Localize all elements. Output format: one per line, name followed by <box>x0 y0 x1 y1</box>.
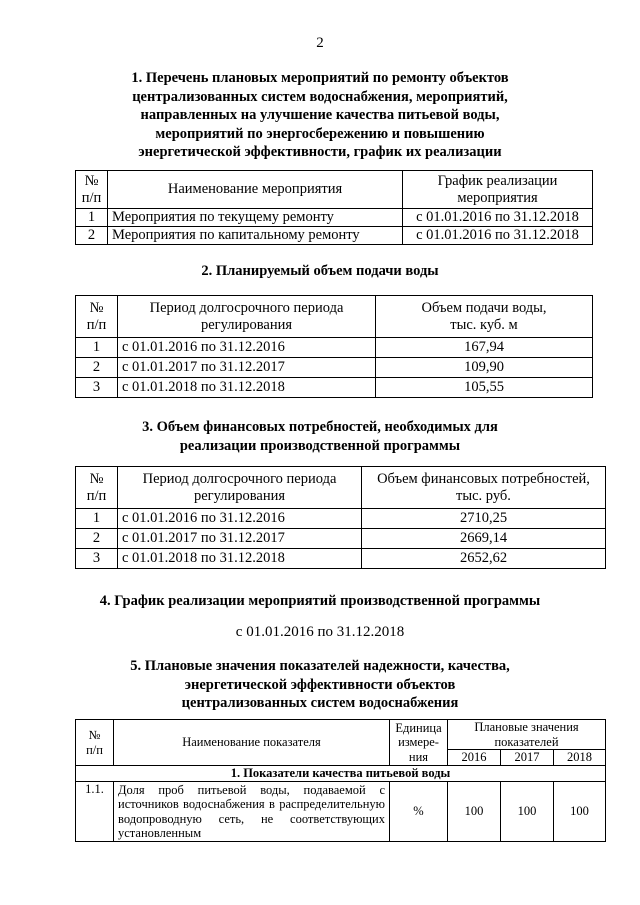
heading-line: 2. Планируемый объем подачи воды <box>201 263 439 279</box>
row-period: с 01.01.2017 по 31.12.2017 <box>118 529 362 549</box>
table-group-row <box>76 766 606 782</box>
row-period: с 01.01.2018 по 31.12.2018 <box>118 378 376 398</box>
header-period: Период долгосрочного периода регулирования <box>118 296 376 338</box>
heading-line: 4. График реализации мероприятий производственной программы <box>99 593 541 609</box>
table-row <box>76 358 593 378</box>
table-row <box>76 338 593 358</box>
header-period: Период долгосрочного периода регулирования <box>118 467 362 509</box>
row-num: 3 <box>76 378 118 398</box>
heading-line: реализации производственной программы <box>179 437 461 454</box>
header-plan: Плановые значения показателей <box>448 720 606 750</box>
row-num: 2 <box>76 529 118 549</box>
table-header-row <box>76 467 606 509</box>
header-year-2016: 2016 <box>448 750 501 766</box>
row-schedule: с 01.01.2016 по 31.12.2018 <box>403 227 593 245</box>
heading-line: 1. Перечень плановых мероприятий по ремонту объектов <box>131 70 509 86</box>
table-row <box>76 509 606 529</box>
table-header-row <box>76 171 593 209</box>
header-num: № п/п <box>76 296 118 338</box>
indicators-table <box>75 719 606 842</box>
row-num: 3 <box>76 549 118 569</box>
row-num: 1 <box>76 509 118 529</box>
program-period: с 01.01.2016 по 31.12.2018 <box>235 624 405 640</box>
table-row <box>76 209 593 227</box>
section-5-heading <box>0 657 640 713</box>
row-num: 2 <box>76 227 108 245</box>
header-value: Объем финансовых потребностей, тыс. руб. <box>362 467 606 509</box>
table-header-row <box>76 296 593 338</box>
row-num: 1 <box>76 338 118 358</box>
table-row <box>76 529 606 549</box>
row-period: с 01.01.2016 по 31.12.2016 <box>118 509 362 529</box>
table-row <box>76 549 606 569</box>
table-row <box>76 378 593 398</box>
header-schedule: График реализации мероприятия <box>403 171 593 209</box>
row-schedule: с 01.01.2016 по 31.12.2018 <box>403 209 593 227</box>
header-unit: Единица измере- ния <box>390 720 448 766</box>
section-3-heading <box>0 418 640 455</box>
water-supply-table <box>75 295 593 398</box>
table-row <box>76 227 593 245</box>
table-row <box>76 782 606 842</box>
header-num: № п/п <box>76 467 118 509</box>
header-value: Объем подачи воды, тыс. куб. м <box>376 296 593 338</box>
header-year-2017: 2017 <box>501 750 554 766</box>
row-period: с 01.01.2018 по 31.12.2018 <box>118 549 362 569</box>
header-year-2018: 2018 <box>554 750 606 766</box>
row-value: 105,55 <box>376 378 593 398</box>
section-1-heading <box>0 69 640 162</box>
row-unit: % <box>390 782 448 842</box>
row-value: 2652,62 <box>362 549 606 569</box>
heading-line: направленных на улучшение качества питьевой воды, <box>140 107 500 123</box>
heading-line: централизованных систем водоснабжения <box>181 695 459 711</box>
row-value-2018: 100 <box>554 782 606 842</box>
row-value: 2710,25 <box>362 509 606 529</box>
row-value: 2669,14 <box>362 529 606 549</box>
row-value-2016: 100 <box>448 782 501 842</box>
row-period: с 01.01.2016 по 31.12.2016 <box>118 338 376 358</box>
row-name: Доля проб питьевой воды, подаваемой с источников водоснабжения в распределительную водопроводную сеть, не соответствующих установленным <box>114 782 390 842</box>
section-2-heading <box>0 262 640 281</box>
row-num: 1 <box>76 209 108 227</box>
repair-plan-table <box>75 170 593 245</box>
row-num: 1.1. <box>76 782 114 842</box>
row-name: Мероприятия по текущему ремонту <box>108 209 403 227</box>
row-num: 2 <box>76 358 118 378</box>
heading-line: мероприятий по энергосбережению и повышению <box>155 125 485 142</box>
heading-line: энергетической эффективности, график их реализации <box>138 144 502 160</box>
heading-line: 3. Объем финансовых потребностей, необходимых для <box>142 419 498 435</box>
header-num: № п/п <box>76 171 108 209</box>
row-value: 109,90 <box>376 358 593 378</box>
heading-line: централизованных систем водоснабжения, мероприятий, <box>132 88 508 105</box>
row-value: 167,94 <box>376 338 593 358</box>
row-period: с 01.01.2017 по 31.12.2017 <box>118 358 376 378</box>
heading-line: 5. Плановые значения показателей надежности, качества, <box>130 658 510 674</box>
header-name: Наименование мероприятия <box>108 171 403 209</box>
table-header-row <box>76 720 606 750</box>
row-name: Мероприятия по капитальному ремонту <box>108 227 403 245</box>
page-number: 2 <box>316 35 324 51</box>
header-name: Наименование показателя <box>114 720 390 766</box>
financial-needs-table <box>75 466 606 569</box>
section-4-heading <box>0 592 640 611</box>
group-title: 1. Показатели качества питьевой воды <box>76 766 606 782</box>
header-num: № п/п <box>76 720 114 766</box>
heading-line: энергетической эффективности объектов <box>184 676 456 693</box>
row-value-2017: 100 <box>501 782 554 842</box>
